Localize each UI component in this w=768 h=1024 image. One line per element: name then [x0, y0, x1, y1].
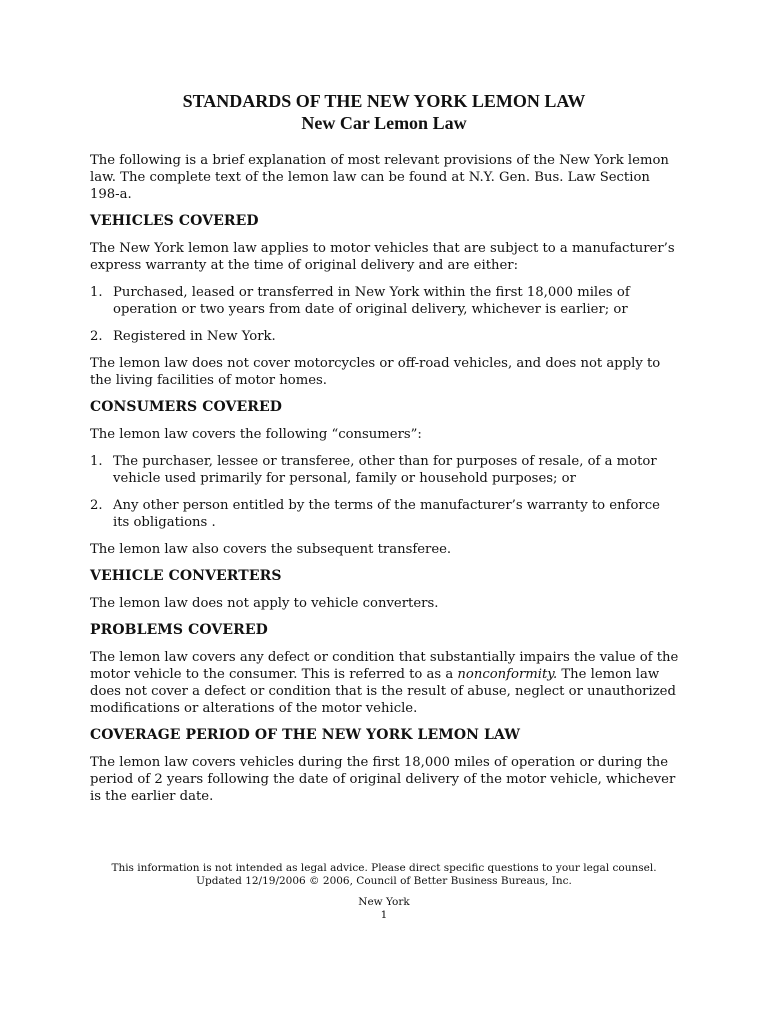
- list-item: [90, 328, 680, 345]
- title-block: [0, 90, 768, 134]
- vehicles-covered-list: [90, 284, 680, 345]
- vehicles-excluded-paragraph: The lemon law does not cover motorcycles or off-road vehicles, and does not apply to the living facilities of motor homes.: [90, 356, 661, 388]
- footer-state: New York: [358, 896, 410, 908]
- problems-text-end: The lemon law does not cover a defect or condition that is the result of abuse, neglect or unauthorized modifications or alterations of the motor vehicle.: [90, 667, 676, 716]
- document-body: [90, 152, 680, 815]
- section-heading-vehicle-converters: VEHICLE CONVERTERS: [90, 568, 282, 584]
- page-subtitle: New Car Lemon Law: [301, 113, 467, 133]
- list-number: 1.: [90, 454, 103, 469]
- list-number: 2.: [90, 498, 103, 513]
- page-title: STANDARDS OF THE NEW YORK LEMON LAW: [182, 91, 586, 111]
- list-text: The purchaser, lessee or transferee, other than for purposes of resale, of a motor vehicle used primarily for personal, family or household purposes; or: [113, 454, 657, 486]
- footer-disclaimer: This information is not intended as legal advice. Please direct specific questions to your legal counsel.: [111, 862, 657, 874]
- list-text: Purchased, leased or transferred in New York within the first 18,000 miles of operation or two years from date of original delivery, whichever is earlier; or: [113, 285, 630, 317]
- footer-updated: Updated 12/19/2006 © 2006, Council of Better Business Bureaus, Inc.: [196, 875, 572, 887]
- problems-covered-paragraph: [90, 649, 680, 717]
- nonconformity-term: nonconformity.: [457, 667, 558, 682]
- list-item: [90, 284, 680, 318]
- list-item: [90, 453, 680, 487]
- section-heading-consumers-covered: CONSUMERS COVERED: [90, 399, 283, 415]
- vehicles-covered-paragraph: The New York lemon law applies to motor vehicles that are subject to a manufacturer’s express warranty at the time of original delivery and are either:: [90, 241, 675, 273]
- list-text: Any other person entitled by the terms of the manufacturer’s warranty to enforce its obligations .: [113, 498, 660, 530]
- page-footer: [0, 862, 768, 922]
- consumers-covered-paragraph: The lemon law covers the following “consumers”:: [90, 427, 422, 442]
- subsequent-transferee-paragraph: The lemon law also covers the subsequent transferee.: [90, 542, 452, 557]
- vehicle-converters-paragraph: The lemon law does not apply to vehicle converters.: [90, 596, 439, 611]
- list-number: 2.: [90, 329, 103, 344]
- section-heading-vehicles-covered: VEHICLES COVERED: [90, 213, 259, 229]
- page-number: 1: [380, 909, 388, 921]
- consumers-covered-list: [90, 453, 680, 531]
- coverage-period-paragraph: The lemon law covers vehicles during the first 18,000 miles of operation or during the period of 2 years following the date of original delivery of the motor vehicle, whichever is the earlier date.: [90, 755, 676, 804]
- intro-paragraph: The following is a brief explanation of most relevant provisions of the New York lemon law. The complete text of the lemon law can be found at N.Y. Gen. Bus. Law Section 198-a.: [90, 153, 669, 202]
- section-heading-coverage-period: COVERAGE PERIOD OF THE NEW YORK LEMON LAW: [90, 727, 521, 743]
- list-text: Registered in New York.: [113, 329, 276, 344]
- problems-text-start: The lemon law covers any defect or condition that substantially impairs the value of the motor vehicle to the consumer. This is referred to as a: [90, 650, 679, 682]
- section-heading-problems-covered: PROBLEMS COVERED: [90, 622, 268, 638]
- list-number: 1.: [90, 285, 103, 300]
- list-item: [90, 497, 680, 531]
